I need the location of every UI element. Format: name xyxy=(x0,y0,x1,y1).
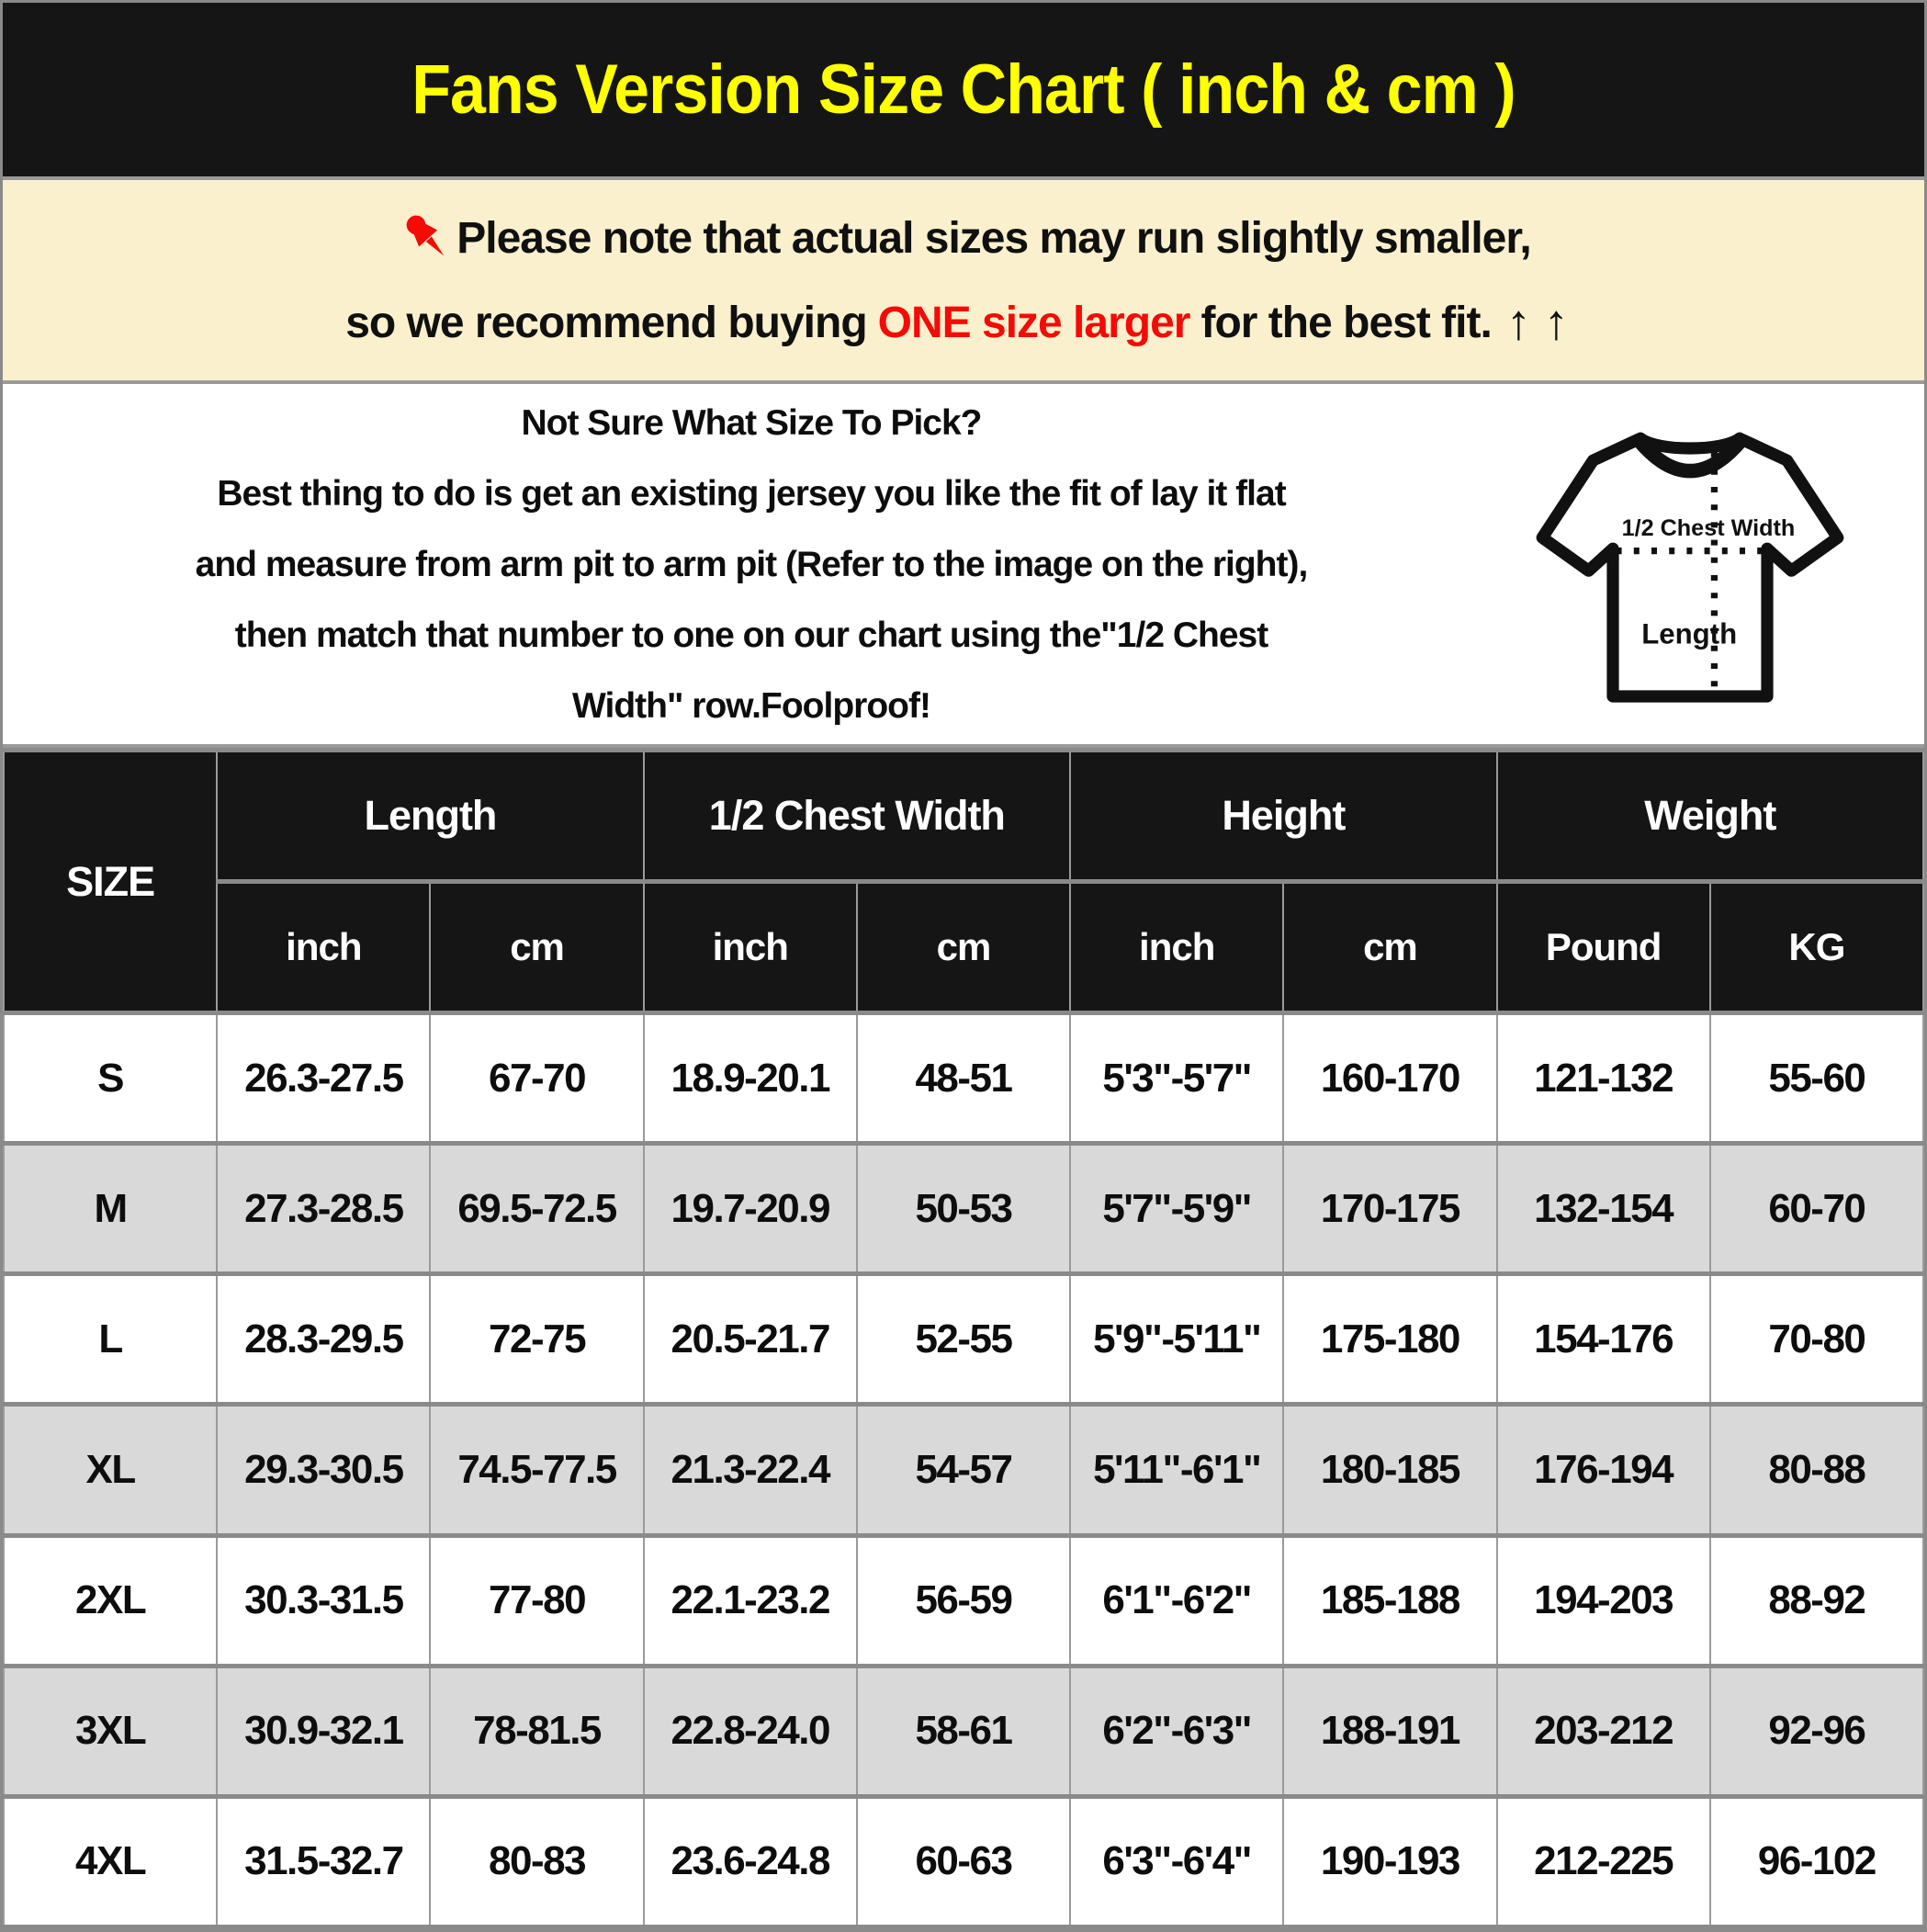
col-header-height: Height xyxy=(1070,751,1496,882)
data-cell: 92-96 xyxy=(1710,1666,1923,1796)
size-cell: M xyxy=(4,1144,217,1274)
table-row-3xl xyxy=(4,1666,1923,1796)
header-sub-row xyxy=(4,882,1923,1013)
subheader-chest-inch: inch xyxy=(644,882,857,1013)
notice-text-1: Please note that actual sizes may run slightly smaller, xyxy=(456,213,1531,263)
table-row-s xyxy=(4,1013,1923,1144)
data-cell: 31.5-32.7 xyxy=(217,1796,430,1926)
chest-width-label: 1/2 Chest Width xyxy=(1621,514,1796,541)
data-cell: 203-212 xyxy=(1497,1666,1710,1796)
pushpin-icon xyxy=(396,209,453,266)
size-cell: 2XL xyxy=(4,1535,217,1666)
data-cell: 60-70 xyxy=(1710,1144,1923,1274)
guide-heading: Not Sure What Size To Pick? xyxy=(521,402,982,443)
data-cell: 132-154 xyxy=(1497,1144,1710,1274)
data-cell: 170-175 xyxy=(1283,1144,1496,1274)
col-header-weight: Weight xyxy=(1497,751,1923,882)
notice-text-2-suffix: for the best fit. xyxy=(1200,298,1492,347)
data-cell: 5'3"-5'7" xyxy=(1070,1013,1283,1144)
data-cell: 50-53 xyxy=(857,1144,1070,1274)
data-cell: 55-60 xyxy=(1710,1013,1923,1144)
size-cell: L xyxy=(4,1274,217,1405)
size-cell: 3XL xyxy=(4,1666,217,1796)
size-cell: XL xyxy=(4,1405,217,1535)
size-cell: S xyxy=(4,1013,217,1144)
col-header-size: SIZE xyxy=(4,751,217,1013)
size-cell: 4XL xyxy=(4,1796,217,1926)
title-bar xyxy=(3,3,1924,180)
col-header-length: Length xyxy=(217,751,643,882)
data-cell: 23.6-24.8 xyxy=(644,1796,857,1926)
header-group-row xyxy=(4,751,1923,882)
data-cell: 29.3-30.5 xyxy=(217,1405,430,1535)
data-cell: 54-57 xyxy=(857,1405,1070,1535)
data-cell: 188-191 xyxy=(1283,1666,1496,1796)
data-cell: 74.5-77.5 xyxy=(430,1405,643,1535)
page-title: Fans Version Size Chart ( inch & cm ) xyxy=(411,51,1516,129)
data-cell: 69.5-72.5 xyxy=(430,1144,643,1274)
data-cell: 190-193 xyxy=(1283,1796,1496,1926)
data-cell: 121-132 xyxy=(1497,1013,1710,1144)
guide-line: and measure from arm pit to arm pit (Refer to the image on the right), xyxy=(195,544,1308,584)
size-table xyxy=(3,748,1924,1929)
data-cell: 30.3-31.5 xyxy=(217,1535,430,1666)
data-cell: 185-188 xyxy=(1283,1535,1496,1666)
subheader-length-inch: inch xyxy=(217,882,430,1013)
data-cell: 6'2"-6'3" xyxy=(1070,1666,1283,1796)
data-cell: 176-194 xyxy=(1497,1405,1710,1535)
data-cell: 27.3-28.5 xyxy=(217,1144,430,1274)
data-cell: 88-92 xyxy=(1710,1535,1923,1666)
data-cell: 80-88 xyxy=(1710,1405,1923,1535)
data-cell: 72-75 xyxy=(430,1274,643,1405)
subheader-height-cm: cm xyxy=(1283,882,1496,1013)
length-label: Length xyxy=(1641,617,1738,650)
data-cell: 5'7"-5'9" xyxy=(1070,1144,1283,1274)
data-cell: 180-185 xyxy=(1283,1405,1496,1535)
data-cell: 30.9-32.1 xyxy=(217,1666,430,1796)
data-cell: 212-225 xyxy=(1497,1796,1710,1926)
guide-line: Best thing to do is get an existing jersey you like the fit of lay it flat xyxy=(217,473,1286,514)
data-cell: 6'1"-6'2" xyxy=(1070,1535,1283,1666)
notice-text-2-prefix: so we recommend buying xyxy=(345,298,867,347)
guide-line: Width" row.Foolproof! xyxy=(572,685,930,726)
data-cell: 22.1-23.2 xyxy=(644,1535,857,1666)
subheader-weight-kg: KG xyxy=(1710,882,1923,1013)
size-table-header xyxy=(4,751,1923,1013)
data-cell: 78-81.5 xyxy=(430,1666,643,1796)
data-cell: 175-180 xyxy=(1283,1274,1496,1405)
notice-highlight: ONE size larger xyxy=(877,298,1190,347)
data-cell: 21.3-22.4 xyxy=(644,1405,857,1535)
fit-guide-section xyxy=(3,384,1924,748)
notice-banner xyxy=(3,180,1924,384)
data-cell: 77-80 xyxy=(430,1535,643,1666)
table-row-m xyxy=(4,1144,1923,1274)
data-cell: 26.3-27.5 xyxy=(217,1013,430,1144)
col-header-chest-width: 1/2 Chest Width xyxy=(644,751,1070,882)
up-arrows-icon: ↑↑ xyxy=(1505,295,1582,350)
subheader-length-cm: cm xyxy=(430,882,643,1013)
notice-line-2 xyxy=(345,294,1582,351)
data-cell: 19.7-20.9 xyxy=(644,1144,857,1274)
subheader-chest-cm: cm xyxy=(857,882,1070,1013)
data-cell: 22.8-24.0 xyxy=(644,1666,857,1796)
data-cell: 160-170 xyxy=(1283,1013,1496,1144)
guide-line: then match that number to one on our chart using the"1/2 Chest xyxy=(234,615,1268,655)
data-cell: 80-83 xyxy=(430,1796,643,1926)
data-cell: 194-203 xyxy=(1497,1535,1710,1666)
table-row-xl xyxy=(4,1405,1923,1535)
data-cell: 56-59 xyxy=(857,1535,1070,1666)
notice-line-1 xyxy=(396,209,1531,266)
data-cell: 18.9-20.1 xyxy=(644,1013,857,1144)
data-cell: 70-80 xyxy=(1710,1274,1923,1405)
data-cell: 6'3"-6'4" xyxy=(1070,1796,1283,1926)
fit-guide-text xyxy=(3,382,1493,747)
data-cell: 28.3-29.5 xyxy=(217,1274,430,1405)
subheader-weight-pound: Pound xyxy=(1497,882,1710,1013)
tshirt-diagram xyxy=(1525,402,1855,726)
table-row-l xyxy=(4,1274,1923,1405)
data-cell: 60-63 xyxy=(857,1796,1070,1926)
tshirt-diagram-wrap xyxy=(1493,402,1924,726)
data-cell: 52-55 xyxy=(857,1274,1070,1405)
data-cell: 5'9"-5'11" xyxy=(1070,1274,1283,1405)
data-cell: 20.5-21.7 xyxy=(644,1274,857,1405)
data-cell: 154-176 xyxy=(1497,1274,1710,1405)
table-row-4xl xyxy=(4,1796,1923,1926)
subheader-height-inch: inch xyxy=(1070,882,1283,1013)
data-cell: 5'11"-6'1" xyxy=(1070,1405,1283,1535)
data-cell: 58-61 xyxy=(857,1666,1070,1796)
data-cell: 67-70 xyxy=(430,1013,643,1144)
table-row-2xl xyxy=(4,1535,1923,1666)
data-cell: 48-51 xyxy=(857,1013,1070,1144)
data-cell: 96-102 xyxy=(1710,1796,1923,1926)
